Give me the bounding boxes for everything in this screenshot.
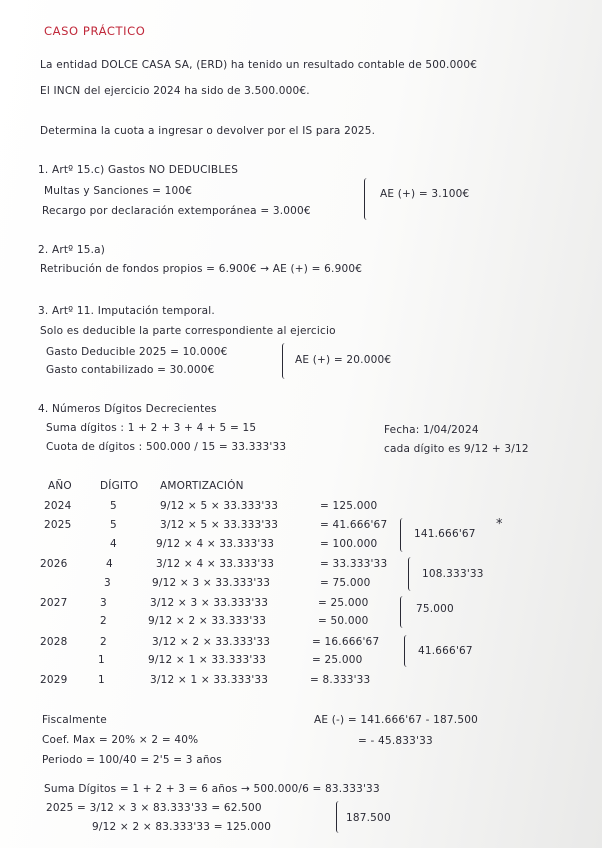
total-brace-2026 xyxy=(408,557,415,591)
table-row-calc: 9/12 × 3 × 33.333'33 xyxy=(152,577,271,589)
section-4-suma: Suma dígitos : 1 + 2 + 3 + 4 + 5 = 15 xyxy=(46,422,257,434)
table-row-digit: 3 xyxy=(100,597,107,609)
intro-line-1: La entidad DOLCE CASA SA, (ERD) ha tenido un resultado contable de 500.000€ xyxy=(40,59,478,71)
section-1-heading: 1. Artº 15.c) Gastos NO DEDUCIBLES xyxy=(38,164,239,176)
table-row-year: 2028 xyxy=(40,636,68,648)
table-row-calc: 3/12 × 1 × 33.333'33 xyxy=(150,674,269,686)
table-row-digit: 4 xyxy=(110,538,117,550)
table-row-calc: 9/12 × 2 × 33.333'33 xyxy=(148,615,267,627)
section-3-result: AE (+) = 20.000€ xyxy=(295,354,392,366)
section-3-heading: 3. Artº 11. Imputación temporal. xyxy=(38,305,215,317)
intro-line-2: El INCN del ejercicio 2024 ha sido de 3.500.000€. xyxy=(40,85,310,97)
fiscal-calc-2025-2: 9/12 × 2 × 83.333'33 = 125.000 xyxy=(92,821,272,833)
section-4-cuota: Cuota de dígitos : 500.000 / 15 = 33.333'33 xyxy=(46,441,287,453)
table-row-calc: 9/12 × 5 × 33.333'33 xyxy=(160,500,279,512)
section-2-heading: 2. Artº 15.a) xyxy=(38,244,106,256)
table-header-year: AÑO xyxy=(48,480,72,492)
section-3-line-3: Gasto contabilizado = 30.000€ xyxy=(46,364,215,376)
fiscal-suma: Suma Dígitos = 1 + 2 + 3 = 6 años → 500.000/6 = 83.333'33 xyxy=(44,783,380,795)
table-row-year: 2025 xyxy=(44,519,72,531)
table-row-year: 2029 xyxy=(40,674,68,686)
section-3-line-1: Solo es deducible la parte correspondiente al ejercicio xyxy=(40,325,336,337)
table-row-value: = 50.000 xyxy=(318,615,369,627)
section-1-line-1: Multas y Sanciones = 100€ xyxy=(44,185,193,197)
year-total-2026: 108.333'33 xyxy=(422,568,484,580)
section-1-line-2: Recargo por declaración extemporánea = 3.000€ xyxy=(42,205,311,217)
table-row-digit: 4 xyxy=(106,558,113,570)
fiscal-heading: Fiscalmente xyxy=(42,714,107,726)
section-2-line-1: Retribución de fondos propios = 6.900€ → AE (+) = 6.900€ xyxy=(40,263,363,275)
fiscal-calc-2025-1: 2025 = 3/12 × 3 × 83.333'33 = 62.500 xyxy=(46,802,262,814)
total-brace-2025 xyxy=(400,518,407,552)
table-header-digit: DÍGITO xyxy=(100,480,139,492)
total-brace-2027 xyxy=(400,596,407,628)
table-row-value: = 16.666'67 xyxy=(312,636,380,648)
table-row-calc: 3/12 × 4 × 33.333'33 xyxy=(156,558,275,570)
section-1-brace xyxy=(364,178,371,220)
table-row-value: = 75.000 xyxy=(320,577,371,589)
fiscal-ae-line-1: AE (-) = 141.666'67 - 187.500 xyxy=(314,714,478,726)
table-row-digit: 5 xyxy=(110,519,117,531)
table-row-value: = 100.000 xyxy=(320,538,378,550)
fiscal-coef: Coef. Max = 20% × 2 = 40% xyxy=(42,734,199,746)
section-1-result: AE (+) = 3.100€ xyxy=(380,188,470,200)
year-total-2028: 41.666'67 xyxy=(418,645,473,657)
fiscal-total-brace xyxy=(336,801,343,833)
table-row-value: = 8.333'33 xyxy=(310,674,371,686)
fiscal-ae-line-2: = - 45.833'33 xyxy=(358,735,433,747)
table-row-year: 2027 xyxy=(40,597,68,609)
section-3-line-2: Gasto Deducible 2025 = 10.000€ xyxy=(46,346,228,358)
fiscal-periodo: Periodo = 100/40 = 2'5 = 3 años xyxy=(42,754,222,766)
table-row-digit: 5 xyxy=(110,500,117,512)
table-row-digit: 1 xyxy=(98,654,105,666)
table-row-value: = 41.666'67 xyxy=(320,519,388,531)
section-4-heading: 4. Números Dígitos Decrecientes xyxy=(38,403,217,415)
total-brace-2028 xyxy=(404,635,411,667)
table-row-digit: 3 xyxy=(104,577,111,589)
table-row-value: = 125.000 xyxy=(320,500,378,512)
table-row-year: 2026 xyxy=(40,558,68,570)
intro-question: Determina la cuota a ingresar o devolver por el IS para 2025. xyxy=(40,125,376,137)
table-row-value: = 25.000 xyxy=(318,597,369,609)
table-row-calc: 3/12 × 5 × 33.333'33 xyxy=(160,519,279,531)
table-row-value: = 25.000 xyxy=(312,654,363,666)
section-3-brace xyxy=(282,343,289,379)
year-total-2025: 141.666'67 xyxy=(414,528,476,540)
table-row-calc: 3/12 × 3 × 33.333'33 xyxy=(150,597,269,609)
table-row-year: 2024 xyxy=(44,500,72,512)
year-total-2027: 75.000 xyxy=(416,603,454,615)
table-row-digit: 2 xyxy=(100,636,107,648)
table-row-calc: 9/12 × 1 × 33.333'33 xyxy=(148,654,267,666)
section-4-cada-digito: cada dígito es 9/12 + 3/12 xyxy=(384,443,529,455)
table-row-calc: 9/12 × 4 × 33.333'33 xyxy=(156,538,275,550)
page-title: CASO PRÁCTICO xyxy=(44,24,146,38)
table-header-amortization: AMORTIZACIÓN xyxy=(160,480,244,492)
table-row-calc: 3/12 × 2 × 33.333'33 xyxy=(152,636,271,648)
table-row-digit: 1 xyxy=(98,674,105,686)
total-star-mark: * xyxy=(496,517,503,532)
fiscal-total: 187.500 xyxy=(346,812,391,824)
table-row-digit: 2 xyxy=(100,615,107,627)
section-4-fecha: Fecha: 1/04/2024 xyxy=(384,424,479,436)
table-row-value: = 33.333'33 xyxy=(320,558,388,570)
